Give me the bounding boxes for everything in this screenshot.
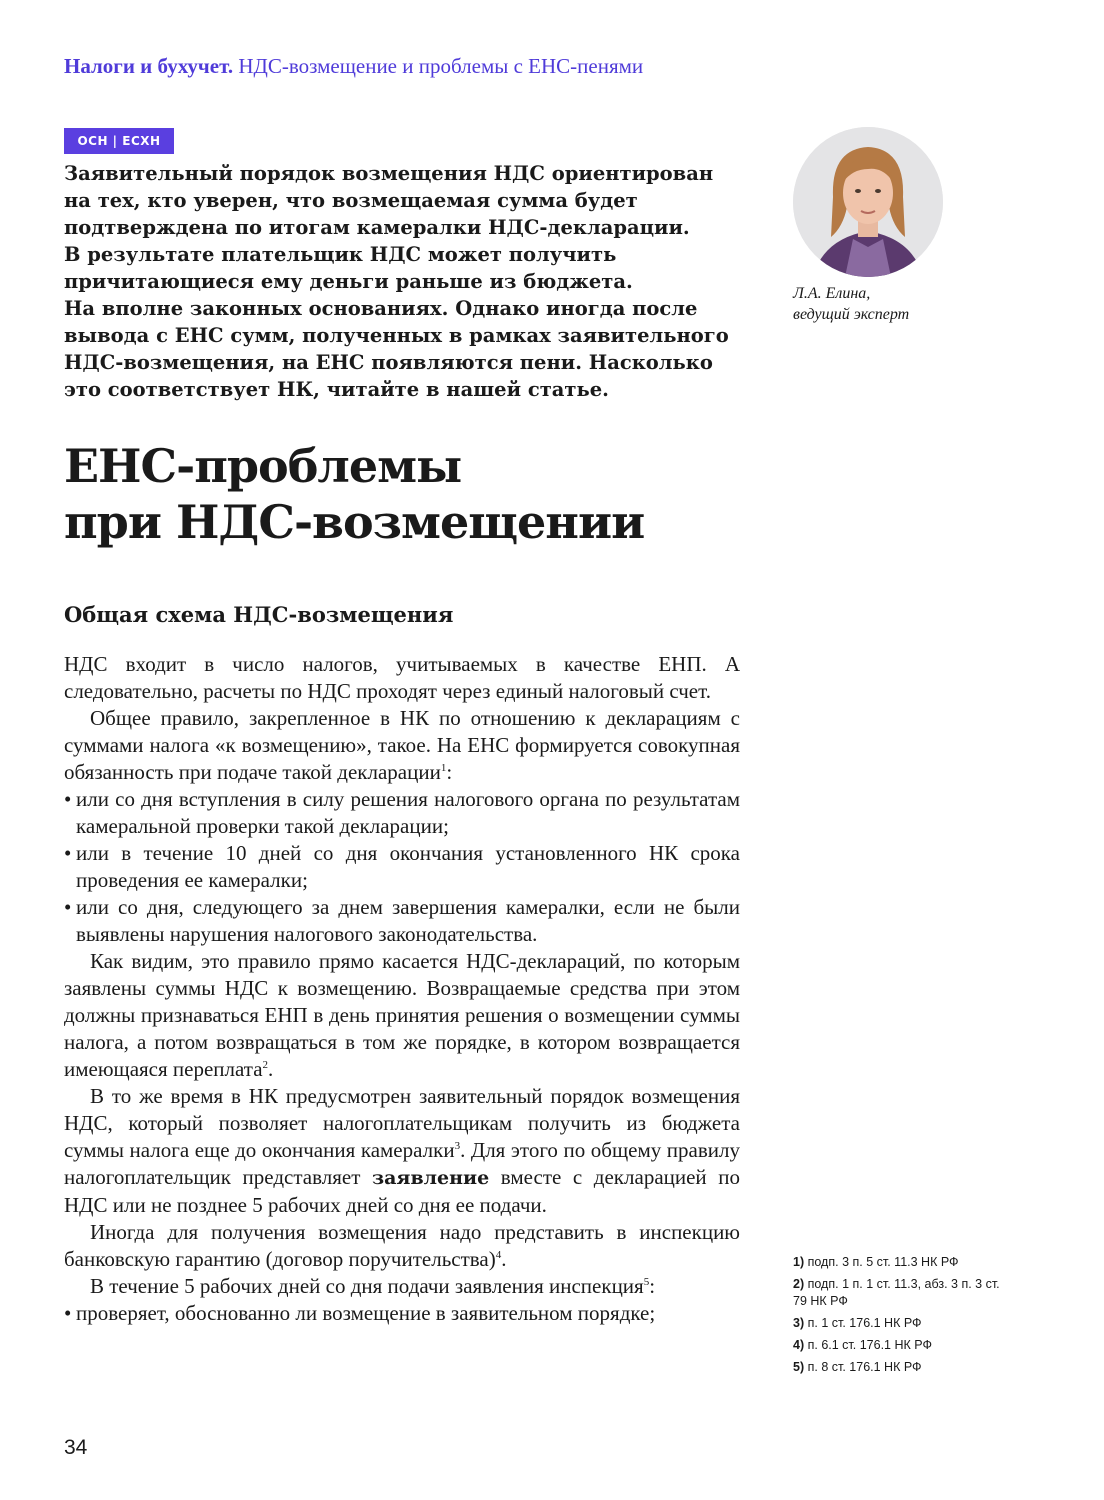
article-title (64, 438, 784, 550)
footnote (793, 1359, 1003, 1376)
footnote-text: подп. 3 п. 5 ст. 11.3 НК РФ (807, 1255, 959, 1269)
paragraph-text: В течение 5 рабочих дней со дня подачи заявления инспекция (90, 1274, 644, 1298)
paragraph (64, 948, 740, 1083)
footnote (793, 1315, 1003, 1332)
lead-line: на тех, кто уверен, что возмещаемая сумма будет (64, 189, 638, 212)
author-caption (793, 283, 909, 325)
footnotes (793, 1254, 1003, 1381)
footnote-ref[interactable]: 4 (495, 1249, 502, 1261)
author-portrait-icon (793, 127, 943, 277)
title-line: при НДС-возмещении (64, 495, 645, 549)
title-line: ЕНС-проблемы (64, 439, 462, 493)
lead-line: На вполне законных основаниях. Однако иногда после (64, 297, 698, 320)
bullet-item: • или со дня вступления в силу решения налогового органа по результатам камеральной проверки такой декларации; (64, 786, 740, 840)
paragraph: НДС входит в число налогов, учитываемых в качестве ЕНП. А следовательно, расчеты по НДС проходят через единый налоговый счет. (64, 652, 740, 703)
section-heading: Общая схема НДС-возмещения (64, 602, 454, 627)
bullet-item: • или в течение 10 дней со дня окончания установленного НК срока проведения ее камералки; (64, 840, 740, 894)
lead-line: вывода с ЕНС сумм, полученных в рамках заявительного (64, 324, 729, 347)
bullet-item: • или со дня, следующего за днем завершения камералки, если не были выявлены нарушения налогового законодательства. (64, 894, 740, 948)
paragraph (64, 1083, 740, 1219)
footnote-text: п. 6.1 ст. 176.1 НК РФ (807, 1338, 932, 1352)
bullet-item: • проверяет, обоснованно ли возмещение в заявительном порядке; (64, 1300, 740, 1327)
running-header (64, 54, 643, 79)
punct: . (501, 1247, 507, 1271)
lead-line: НДС-возмещения, на ЕНС появляются пени. Насколько (64, 351, 713, 374)
footnote (793, 1276, 1003, 1310)
header-topic: НДС-возмещение и проблемы с ЕНС-пенями (238, 54, 644, 78)
lead-line: это соответствует НК, читайте в нашей статье. (64, 378, 609, 401)
lead-line: В результате плательщик НДС может получить (64, 243, 617, 266)
paragraph-text: вместе с декларацией по НДС или не позднее 5 рабочих дней со дня ее подачи. (64, 1165, 740, 1217)
footnote-number: 4) (793, 1338, 805, 1352)
footnote-number: 5) (793, 1360, 805, 1374)
footnote-ref[interactable]: 5 (643, 1276, 650, 1288)
footnote-text: подп. 1 п. 1 ст. 11.3, абз. 3 п. 3 ст. 79 НК РФ (793, 1277, 1000, 1308)
header-section: Налоги и бухучет. (64, 54, 234, 78)
footnote-number: 1) (793, 1255, 805, 1269)
punct: : (446, 760, 453, 784)
paragraph (64, 1219, 740, 1273)
lead-line: Заявительный порядок возмещения НДС ориентирован (64, 162, 714, 185)
author-photo (793, 127, 943, 277)
paragraph (64, 1273, 740, 1300)
lead-paragraph (64, 160, 744, 403)
page-number: 34 (64, 1436, 88, 1459)
footnote-text: п. 1 ст. 176.1 НК РФ (807, 1316, 922, 1330)
paragraph-text: Общее правило, закрепленное в НК по отношению к декларациям с суммами налога «к возмещению», такое. На ЕНС формируется совокупная обязанность при подаче такой декларации (64, 706, 740, 784)
footnote (793, 1254, 1003, 1271)
paragraph-text: Как видим, это правило прямо касается НДС-деклараций, по которым заявлены суммы НДС к возмещению. Возвращаемые средства при этом должны признаваться ЕНП в день принятия решения о возмещении суммы налога, а потом возвращаться в том же порядке, в котором возвращается имеющаяся переплата (64, 949, 740, 1081)
footnote (793, 1337, 1003, 1354)
footnote-number: 3) (793, 1316, 805, 1330)
paragraph-text: . Для этого по общему правилу налогоплательщик представляет (64, 1138, 740, 1189)
lead-line: подтверждена по итогам камералки НДС-декларации. (64, 216, 690, 239)
footnote-ref[interactable]: 1 (440, 762, 447, 774)
author-name: Л.А. Елина, (793, 285, 871, 302)
paragraph (64, 705, 740, 786)
punct: . (268, 1057, 274, 1081)
footnote-ref[interactable]: 3 (454, 1140, 461, 1152)
author-role: ведущий эксперт (793, 306, 910, 323)
footnote-ref[interactable]: 2 (262, 1059, 269, 1071)
emphasis: заявление (371, 1167, 490, 1189)
paragraph-text: В то же время в НК предусмотрен заявительный порядок возмещения НДС, который позволяет налогоплательщикам получить из бюджета суммы налога еще до окончания камералки (64, 1084, 740, 1162)
article-body (64, 651, 740, 1327)
tax-regime-tag: ОСН | ЕСХН (64, 128, 174, 154)
footnote-number: 2) (793, 1277, 805, 1291)
paragraph-text: Иногда для получения возмещения надо представить в инспекцию банковскую гарантию (договор поручительства) (64, 1220, 740, 1271)
lead-line: причитающиеся ему деньги раньше из бюджета. (64, 270, 633, 293)
footnote-text: п. 8 ст. 176.1 НК РФ (807, 1360, 922, 1374)
punct: : (649, 1274, 656, 1298)
